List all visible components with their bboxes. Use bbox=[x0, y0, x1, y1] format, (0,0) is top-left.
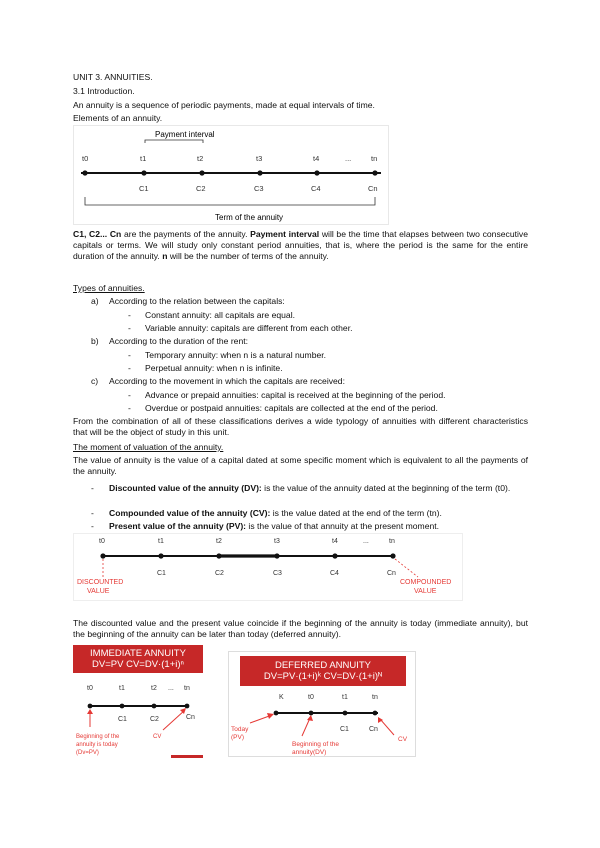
bullet: - bbox=[128, 323, 131, 333]
immediate-cv-label: CV bbox=[153, 734, 162, 740]
list-item: According to the movement in which the capitals are received: bbox=[109, 376, 345, 386]
compounded-value-label: VALUE bbox=[414, 588, 437, 595]
time-label: t3 bbox=[274, 538, 280, 545]
capital-label: Cn bbox=[186, 714, 195, 721]
capital-label: C1 bbox=[118, 716, 127, 723]
timeline-point bbox=[257, 170, 262, 175]
immediate-annuity-diagram bbox=[73, 645, 203, 760]
bullet: - bbox=[91, 508, 94, 518]
capitals-term: C1, C2... Cn bbox=[73, 229, 122, 239]
capital-label: C2 bbox=[150, 716, 159, 723]
timeline-point bbox=[343, 711, 348, 716]
time-label: t1 bbox=[158, 538, 164, 545]
time-label: t2 bbox=[216, 538, 222, 545]
timeline-point bbox=[309, 711, 314, 716]
moment-title: The moment of valuation of the annuity. bbox=[73, 442, 224, 452]
bullet: - bbox=[91, 483, 94, 493]
timeline-point bbox=[100, 553, 105, 558]
time-label: tn bbox=[184, 685, 190, 692]
timeline-point bbox=[274, 553, 279, 558]
time-label: t3 bbox=[256, 154, 263, 163]
deferred-annuity-diagram bbox=[228, 651, 416, 757]
time-label: t4 bbox=[313, 154, 320, 163]
payments-paragraph: C1, C2... Cn are the payments of the annuity. Payment interval will be the time that elapses between two consecutive capitals or terms. We will study only constant period annuities, that is, where the period is the same for the entire duration of the annuity. n will be the number of terms of the annuity. bbox=[73, 229, 528, 262]
capital-label: C1 bbox=[157, 570, 166, 577]
list-marker: c) bbox=[91, 376, 99, 386]
timeline-point bbox=[88, 704, 93, 709]
list-marker: a) bbox=[91, 296, 99, 306]
deferred-beginning-label: annuity(DV) bbox=[292, 749, 327, 756]
time-label: t2 bbox=[151, 685, 157, 692]
capital-label: C4 bbox=[311, 184, 321, 193]
capital-label: Cn bbox=[369, 726, 378, 733]
capital-label: Cn bbox=[387, 570, 396, 577]
time-label: tn bbox=[389, 538, 395, 545]
deferred-beginning-label: Beginning of the bbox=[292, 741, 339, 748]
list-item: According to the duration of the rent: bbox=[109, 336, 249, 346]
time-label: t1 bbox=[140, 154, 147, 163]
time-label: t0 bbox=[87, 685, 93, 692]
list-item: According to the relation between the capitals: bbox=[109, 296, 285, 306]
capital-label: C2 bbox=[215, 570, 224, 577]
list-item: Overdue or postpaid annuities: capitals are collected at the end of the period. bbox=[145, 403, 438, 413]
capital-label: C4 bbox=[330, 570, 339, 577]
section-title: 3.1 Introduction. bbox=[73, 86, 135, 96]
deferred-cv-label: CV bbox=[398, 736, 408, 743]
cv-definition: Compounded value of the annuity (CV): is the value dated at the end of the term (tn). bbox=[109, 508, 442, 518]
payment-interval-label: Payment interval bbox=[155, 130, 215, 139]
timeline-point bbox=[314, 170, 319, 175]
timeline-point bbox=[82, 170, 87, 175]
term-label: Term of the annuity bbox=[215, 213, 284, 222]
time-label: ... bbox=[345, 154, 352, 163]
time-label: t2 bbox=[197, 154, 204, 163]
moment-paragraph: The value of annuity is the value of a capital dated at some specific moment which is equivalent to all the payments of the annuity. bbox=[73, 455, 528, 477]
list-item: Temporary annuity: when n is a natural number. bbox=[145, 350, 327, 360]
deferred-annuity-title: DEFERRED ANNUITY bbox=[274, 660, 372, 671]
timeline-point bbox=[120, 704, 125, 709]
immediate-beginning-label: (Dv=PV) bbox=[76, 750, 99, 756]
intro-text: An annuity is a sequence of periodic payments, made at equal intervals of time. bbox=[73, 100, 375, 110]
time-label: ... bbox=[168, 685, 174, 692]
bullet: - bbox=[128, 390, 131, 400]
timeline-point bbox=[152, 704, 157, 709]
time-label: tn bbox=[372, 694, 378, 701]
timeline-point bbox=[141, 170, 146, 175]
immediate-annuity-title: IMMEDIATE ANNUITY bbox=[90, 648, 186, 659]
time-label: t0 bbox=[82, 154, 89, 163]
time-label: K bbox=[279, 694, 284, 701]
timeline-point bbox=[372, 170, 377, 175]
closing-paragraph: The discounted value and the present value coincide if the beginning of the annuity is today (immediate annuity), but the beginning of the annuity can be later than today (deferred annuity). bbox=[73, 618, 528, 640]
capital-label: C2 bbox=[196, 184, 206, 193]
immediate-beginning-label: Beginning of the bbox=[76, 734, 120, 740]
discounted-value-label: VALUE bbox=[87, 588, 110, 595]
list-item: Advance or prepaid annuities: capital is received at the beginning of the period. bbox=[145, 390, 446, 400]
elements-label: Elements of an annuity. bbox=[73, 113, 163, 123]
bullet: - bbox=[128, 350, 131, 360]
immediate-beginning-label: annuity is today bbox=[76, 742, 118, 748]
timeline-point bbox=[373, 711, 378, 716]
capital-label: C1 bbox=[139, 184, 149, 193]
capital-label: C3 bbox=[254, 184, 264, 193]
time-label: t0 bbox=[99, 538, 105, 545]
time-label: tn bbox=[371, 154, 378, 163]
unit-heading: UNIT 3. ANNUITIES. bbox=[73, 72, 153, 82]
time-label: t1 bbox=[342, 694, 348, 701]
bullet: - bbox=[128, 403, 131, 413]
capital-label: C1 bbox=[340, 726, 349, 733]
dv-definition: Discounted value of the annuity (DV): is the value of the annuity dated at the beginning of the term (t0). bbox=[109, 483, 511, 493]
pv-definition: Present value of the annuity (PV): is the value of that annuity at the present moment. bbox=[109, 521, 440, 531]
time-label: t0 bbox=[308, 694, 314, 701]
list-marker: b) bbox=[91, 336, 99, 346]
time-label: t1 bbox=[119, 685, 125, 692]
bullet: - bbox=[128, 310, 131, 320]
bullet: - bbox=[91, 521, 94, 531]
time-label: ... bbox=[363, 538, 369, 545]
list-item: Perpetual annuity: when n is infinite. bbox=[145, 363, 283, 373]
immediate-annuity-formula: DV=PV CV=DV·(1+i)ⁿ bbox=[92, 659, 184, 670]
list-item: Variable annuity: capitals are different from each other. bbox=[145, 323, 353, 333]
bullet: - bbox=[128, 363, 131, 373]
capital-label: Cn bbox=[368, 184, 378, 193]
deferred-annuity-formula: DV=PV·(1+i)ᵏ CV=DV·(1+i)ᴺ bbox=[263, 671, 383, 682]
annuity-elements-diagram bbox=[73, 125, 389, 225]
compounded-value-label: COMPOUNDED bbox=[400, 579, 452, 586]
deferred-today-label: Today bbox=[231, 726, 249, 733]
timeline-point bbox=[332, 553, 337, 558]
payment-interval-term: Payment interval bbox=[250, 229, 320, 239]
timeline-point bbox=[185, 704, 190, 709]
time-label: t4 bbox=[332, 538, 338, 545]
deferred-today-label: (PV) bbox=[231, 734, 244, 741]
combination-paragraph: From the combination of all of these classifications derives a wide typology of annuities with different characteristics that will be the object of study in this unit. bbox=[73, 416, 528, 438]
capital-label: C3 bbox=[273, 570, 282, 577]
list-item: Constant annuity: all capitals are equal. bbox=[145, 310, 296, 320]
timeline-point bbox=[216, 553, 221, 558]
types-title: Types of annuities. bbox=[73, 283, 145, 293]
timeline-point bbox=[199, 170, 204, 175]
timeline-point bbox=[274, 711, 279, 716]
timeline-point bbox=[158, 553, 163, 558]
timeline-point bbox=[390, 553, 395, 558]
valuation-diagram bbox=[73, 533, 463, 601]
discounted-value-label: DISCOUNTED bbox=[77, 579, 124, 586]
